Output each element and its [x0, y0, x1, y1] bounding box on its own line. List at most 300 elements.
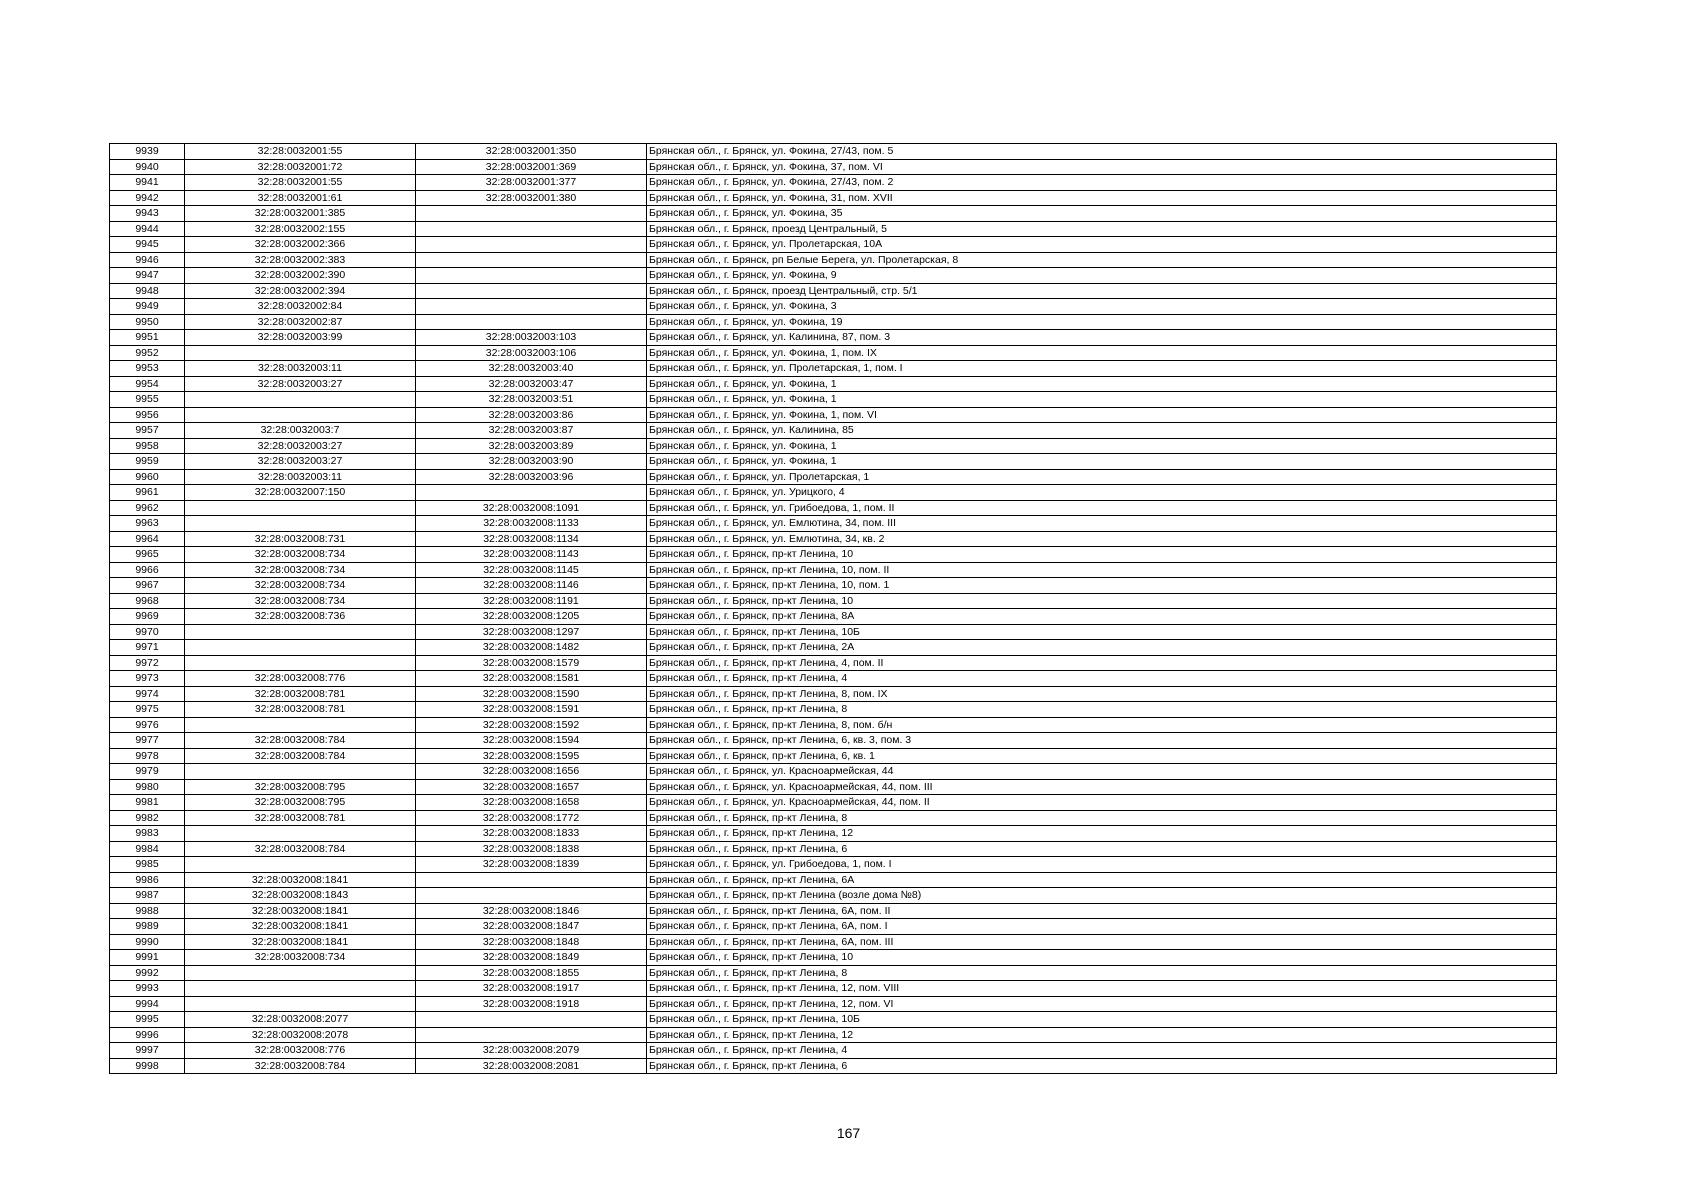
table-row: [110, 345, 1557, 361]
table-row: [110, 903, 1557, 919]
address-cell: Брянская обл., г. Брянск, пр-кт Ленина, 8: [647, 810, 1557, 826]
row-number-cell: 9953: [110, 361, 185, 377]
cadastral-number-cell: 32:28:0032002:84: [185, 299, 416, 315]
object-cadastral-number-cell: 32:28:0032008:1855: [416, 965, 647, 981]
table-row: [110, 392, 1557, 408]
address-cell: Брянская обл., г. Брянск, ул. Фокина, 35: [647, 206, 1557, 222]
object-cadastral-number-cell: 32:28:0032008:1847: [416, 919, 647, 935]
table-row: [110, 252, 1557, 268]
row-number-cell: 9996: [110, 1027, 185, 1043]
object-cadastral-number-cell: [416, 252, 647, 268]
address-cell: Брянская обл., г. Брянск, ул. Фокина, 1: [647, 392, 1557, 408]
row-number-cell: 9949: [110, 299, 185, 315]
address-cell: Брянская обл., г. Брянск, ул. Фокина, 3: [647, 299, 1557, 315]
cadastral-number-cell: 32:28:0032008:784: [185, 841, 416, 857]
table-row: [110, 562, 1557, 578]
cadastral-number-cell: 32:28:0032003:27: [185, 376, 416, 392]
object-cadastral-number-cell: 32:28:0032008:1657: [416, 779, 647, 795]
row-number-cell: 9945: [110, 237, 185, 253]
table-row: [110, 314, 1557, 330]
cadastral-number-cell: [185, 407, 416, 423]
object-cadastral-number-cell: 32:28:0032008:1594: [416, 733, 647, 749]
table-row: [110, 299, 1557, 315]
table-row: [110, 624, 1557, 640]
object-cadastral-number-cell: 32:28:0032008:2081: [416, 1058, 647, 1074]
address-cell: Брянская обл., г. Брянск, пр-кт Ленина, 6, кв. 1: [647, 748, 1557, 764]
object-cadastral-number-cell: 32:28:0032003:47: [416, 376, 647, 392]
cadastral-number-cell: [185, 624, 416, 640]
row-number-cell: 9982: [110, 810, 185, 826]
address-cell: Брянская обл., г. Брянск, пр-кт Ленина, 8: [647, 965, 1557, 981]
cadastral-number-cell: 32:28:0032008:734: [185, 547, 416, 563]
address-cell: Брянская обл., г. Брянск, ул. Фокина, 27/43, пом. 5: [647, 144, 1557, 160]
object-cadastral-number-cell: 32:28:0032008:1592: [416, 717, 647, 733]
object-cadastral-number-cell: 32:28:0032001:350: [416, 144, 647, 160]
table-row: [110, 795, 1557, 811]
address-cell: Брянская обл., г. Брянск, пр-кт Ленина, 10: [647, 547, 1557, 563]
cadastral-number-cell: 32:28:0032008:1843: [185, 888, 416, 904]
row-number-cell: 9959: [110, 454, 185, 470]
cadastral-number-cell: 32:28:0032002:155: [185, 221, 416, 237]
address-cell: Брянская обл., г. Брянск, ул. Фокина, 1: [647, 376, 1557, 392]
cadastral-number-cell: 32:28:0032008:781: [185, 810, 416, 826]
cadastral-number-cell: [185, 826, 416, 842]
cadastral-number-cell: 32:28:0032001:55: [185, 144, 416, 160]
object-cadastral-number-cell: 32:28:0032001:377: [416, 175, 647, 191]
cadastral-number-cell: [185, 640, 416, 656]
address-cell: Брянская обл., г. Брянск, пр-кт Ленина, 10Б: [647, 1012, 1557, 1028]
table-row: [110, 144, 1557, 160]
cadastral-number-cell: 32:28:0032008:776: [185, 1043, 416, 1059]
cadastral-number-cell: 32:28:0032008:2077: [185, 1012, 416, 1028]
table-row: [110, 857, 1557, 873]
object-cadastral-number-cell: [416, 237, 647, 253]
row-number-cell: 9975: [110, 702, 185, 718]
object-cadastral-number-cell: 32:28:0032008:1595: [416, 748, 647, 764]
cadastral-number-cell: [185, 965, 416, 981]
object-cadastral-number-cell: 32:28:0032003:86: [416, 407, 647, 423]
table-row: [110, 609, 1557, 625]
object-cadastral-number-cell: [416, 221, 647, 237]
row-number-cell: 9989: [110, 919, 185, 935]
address-cell: Брянская обл., г. Брянск, пр-кт Ленина, 10, пом. 1: [647, 578, 1557, 594]
row-number-cell: 9944: [110, 221, 185, 237]
row-number-cell: 9995: [110, 1012, 185, 1028]
address-cell: Брянская обл., г. Брянск, пр-кт Ленина, 10: [647, 950, 1557, 966]
address-cell: Брянская обл., г. Брянск, пр-кт Ленина, 12: [647, 826, 1557, 842]
row-number-cell: 9998: [110, 1058, 185, 1074]
row-number-cell: 9972: [110, 655, 185, 671]
table-row: [110, 702, 1557, 718]
table-row: [110, 454, 1557, 470]
table-row: [110, 934, 1557, 950]
object-cadastral-number-cell: 32:28:0032008:1134: [416, 531, 647, 547]
table-row: [110, 1027, 1557, 1043]
row-number-cell: 9986: [110, 872, 185, 888]
table-row: [110, 996, 1557, 1012]
registry-table-body: [110, 144, 1557, 1074]
table-row: [110, 872, 1557, 888]
row-number-cell: 9956: [110, 407, 185, 423]
cadastral-number-cell: [185, 516, 416, 532]
object-cadastral-number-cell: 32:28:0032003:96: [416, 469, 647, 485]
address-cell: Брянская обл., г. Брянск, пр-кт Ленина, 12, пом. VIII: [647, 981, 1557, 997]
address-cell: Брянская обл., г. Брянск, пр-кт Ленина, 10: [647, 593, 1557, 609]
object-cadastral-number-cell: 32:28:0032008:1658: [416, 795, 647, 811]
address-cell: Брянская обл., г. Брянск, ул. Емлютина, 34, пом. III: [647, 516, 1557, 532]
object-cadastral-number-cell: 32:28:0032008:1297: [416, 624, 647, 640]
object-cadastral-number-cell: 32:28:0032003:87: [416, 423, 647, 439]
address-cell: Брянская обл., г. Брянск, ул. Фокина, 31, пом. XVII: [647, 190, 1557, 206]
address-cell: Брянская обл., г. Брянск, ул. Грибоедова, 1, пом. I: [647, 857, 1557, 873]
table-row: [110, 640, 1557, 656]
address-cell: Брянская обл., г. Брянск, пр-кт Ленина, 6: [647, 841, 1557, 857]
table-row: [110, 268, 1557, 284]
row-number-cell: 9964: [110, 531, 185, 547]
cadastral-number-cell: 32:28:0032008:1841: [185, 919, 416, 935]
table-row: [110, 655, 1557, 671]
table-row: [110, 221, 1557, 237]
cadastral-number-cell: 32:28:0032008:784: [185, 1058, 416, 1074]
address-cell: Брянская обл., г. Брянск, рп Белые Берега, ул. Пролетарская, 8: [647, 252, 1557, 268]
cadastral-number-cell: 32:28:0032003:99: [185, 330, 416, 346]
row-number-cell: 9992: [110, 965, 185, 981]
address-cell: Брянская обл., г. Брянск, пр-кт Ленина, 12: [647, 1027, 1557, 1043]
table-row: [110, 578, 1557, 594]
row-number-cell: 9985: [110, 857, 185, 873]
cadastral-number-cell: 32:28:0032002:87: [185, 314, 416, 330]
object-cadastral-number-cell: 32:28:0032008:2079: [416, 1043, 647, 1059]
object-cadastral-number-cell: 32:28:0032003:106: [416, 345, 647, 361]
row-number-cell: 9970: [110, 624, 185, 640]
row-number-cell: 9991: [110, 950, 185, 966]
object-cadastral-number-cell: [416, 299, 647, 315]
row-number-cell: 9978: [110, 748, 185, 764]
row-number-cell: 9971: [110, 640, 185, 656]
address-cell: Брянская обл., г. Брянск, пр-кт Ленина, 8, пом. б/н: [647, 717, 1557, 733]
address-cell: Брянская обл., г. Брянск, пр-кт Ленина, 10Б: [647, 624, 1557, 640]
cadastral-number-cell: [185, 655, 416, 671]
table-row: [110, 841, 1557, 857]
object-cadastral-number-cell: 32:28:0032008:1590: [416, 686, 647, 702]
address-cell: Брянская обл., г. Брянск, пр-кт Ленина, 4, пом. II: [647, 655, 1557, 671]
cadastral-number-cell: 32:28:0032008:736: [185, 609, 416, 625]
address-cell: Брянская обл., г. Брянск, пр-кт Ленина, 6А, пом. III: [647, 934, 1557, 950]
object-cadastral-number-cell: 32:28:0032008:1145: [416, 562, 647, 578]
row-number-cell: 9988: [110, 903, 185, 919]
object-cadastral-number-cell: [416, 1027, 647, 1043]
row-number-cell: 9980: [110, 779, 185, 795]
object-cadastral-number-cell: 32:28:0032008:1581: [416, 671, 647, 687]
cadastral-number-cell: [185, 981, 416, 997]
row-number-cell: 9979: [110, 764, 185, 780]
row-number-cell: 9990: [110, 934, 185, 950]
object-cadastral-number-cell: 32:28:0032003:40: [416, 361, 647, 377]
cadastral-number-cell: 32:28:0032008:731: [185, 531, 416, 547]
row-number-cell: 9994: [110, 996, 185, 1012]
row-number-cell: 9960: [110, 469, 185, 485]
table-row: [110, 919, 1557, 935]
object-cadastral-number-cell: 32:28:0032008:1143: [416, 547, 647, 563]
cadastral-number-cell: 32:28:0032008:781: [185, 686, 416, 702]
object-cadastral-number-cell: 32:28:0032008:1839: [416, 857, 647, 873]
cadastral-number-cell: [185, 392, 416, 408]
table-row: [110, 748, 1557, 764]
object-cadastral-number-cell: 32:28:0032008:1091: [416, 500, 647, 516]
object-cadastral-number-cell: 32:28:0032008:1917: [416, 981, 647, 997]
cadastral-number-cell: 32:28:0032003:11: [185, 469, 416, 485]
address-cell: Брянская обл., г. Брянск, ул. Фокина, 1, пом. IX: [647, 345, 1557, 361]
address-cell: Брянская обл., г. Брянск, пр-кт Ленина, 6: [647, 1058, 1557, 1074]
object-cadastral-number-cell: 32:28:0032008:1146: [416, 578, 647, 594]
address-cell: Брянская обл., г. Брянск, ул. Фокина, 9: [647, 268, 1557, 284]
table-row: [110, 764, 1557, 780]
table-row: [110, 469, 1557, 485]
address-cell: Брянская обл., г. Брянск, ул. Красноармейская, 44: [647, 764, 1557, 780]
address-cell: Брянская обл., г. Брянск, ул. Емлютина, 34, кв. 2: [647, 531, 1557, 547]
table-row: [110, 175, 1557, 191]
cadastral-number-cell: 32:28:0032008:2078: [185, 1027, 416, 1043]
object-cadastral-number-cell: 32:28:0032008:1918: [416, 996, 647, 1012]
address-cell: Брянская обл., г. Брянск, пр-кт Ленина, 4: [647, 671, 1557, 687]
row-number-cell: 9963: [110, 516, 185, 532]
address-cell: Брянская обл., г. Брянск, пр-кт Ленина, 8, пом. IX: [647, 686, 1557, 702]
address-cell: Брянская обл., г. Брянск, ул. Фокина, 27/43, пом. 2: [647, 175, 1557, 191]
object-cadastral-number-cell: 32:28:0032008:1191: [416, 593, 647, 609]
cadastral-number-cell: 32:28:0032007:150: [185, 485, 416, 501]
address-cell: Брянская обл., г. Брянск, ул. Пролетарская, 10А: [647, 237, 1557, 253]
address-cell: Брянская обл., г. Брянск, пр-кт Ленина, 12, пом. VI: [647, 996, 1557, 1012]
address-cell: Брянская обл., г. Брянск, ул. Фокина, 19: [647, 314, 1557, 330]
cadastral-number-cell: [185, 717, 416, 733]
row-number-cell: 9943: [110, 206, 185, 222]
table-row: [110, 981, 1557, 997]
cadastral-number-cell: 32:28:0032008:795: [185, 795, 416, 811]
row-number-cell: 9942: [110, 190, 185, 206]
object-cadastral-number-cell: 32:28:0032003:103: [416, 330, 647, 346]
row-number-cell: 9940: [110, 159, 185, 175]
row-number-cell: 9997: [110, 1043, 185, 1059]
table-row: [110, 1012, 1557, 1028]
cadastral-number-cell: 32:28:0032001:61: [185, 190, 416, 206]
address-cell: Брянская обл., г. Брянск, ул. Фокина, 37, пом. VI: [647, 159, 1557, 175]
cadastral-number-cell: 32:28:0032002:366: [185, 237, 416, 253]
row-number-cell: 9974: [110, 686, 185, 702]
object-cadastral-number-cell: 32:28:0032008:1838: [416, 841, 647, 857]
address-cell: Брянская обл., г. Брянск, ул. Фокина, 1, пом. VI: [647, 407, 1557, 423]
table-row: [110, 485, 1557, 501]
row-number-cell: 9955: [110, 392, 185, 408]
cadastral-number-cell: [185, 857, 416, 873]
cadastral-number-cell: 32:28:0032003:7: [185, 423, 416, 439]
address-cell: Брянская обл., г. Брянск, пр-кт Ленина (возле дома №8): [647, 888, 1557, 904]
object-cadastral-number-cell: [416, 872, 647, 888]
table-row: [110, 888, 1557, 904]
table-row: [110, 671, 1557, 687]
address-cell: Брянская обл., г. Брянск, пр-кт Ленина, 10, пом. II: [647, 562, 1557, 578]
address-cell: Брянская обл., г. Брянск, пр-кт Ленина, 4: [647, 1043, 1557, 1059]
table-row: [110, 330, 1557, 346]
row-number-cell: 9969: [110, 609, 185, 625]
table-row: [110, 810, 1557, 826]
table-row: [110, 547, 1557, 563]
row-number-cell: 9967: [110, 578, 185, 594]
table-row: [110, 779, 1557, 795]
table-row: [110, 438, 1557, 454]
cadastral-number-cell: 32:28:0032003:11: [185, 361, 416, 377]
object-cadastral-number-cell: [416, 314, 647, 330]
cadastral-number-cell: [185, 764, 416, 780]
address-cell: Брянская обл., г. Брянск, пр-кт Ленина, 8А: [647, 609, 1557, 625]
object-cadastral-number-cell: 32:28:0032003:90: [416, 454, 647, 470]
row-number-cell: 9941: [110, 175, 185, 191]
table-row: [110, 190, 1557, 206]
cadastral-number-cell: 32:28:0032008:795: [185, 779, 416, 795]
table-row: [110, 826, 1557, 842]
table-row: [110, 283, 1557, 299]
row-number-cell: 9966: [110, 562, 185, 578]
cadastral-number-cell: 32:28:0032003:27: [185, 454, 416, 470]
object-cadastral-number-cell: [416, 283, 647, 299]
cadastral-number-cell: 32:28:0032002:394: [185, 283, 416, 299]
row-number-cell: 9976: [110, 717, 185, 733]
address-cell: Брянская обл., г. Брянск, ул. Пролетарская, 1: [647, 469, 1557, 485]
address-cell: Брянская обл., г. Брянск, ул. Калинина, 87, пом. 3: [647, 330, 1557, 346]
cadastral-number-cell: 32:28:0032008:781: [185, 702, 416, 718]
table-row: [110, 423, 1557, 439]
row-number-cell: 9987: [110, 888, 185, 904]
object-cadastral-number-cell: 32:28:0032008:1482: [416, 640, 647, 656]
table-row: [110, 717, 1557, 733]
cadastral-number-cell: 32:28:0032002:390: [185, 268, 416, 284]
address-cell: Брянская обл., г. Брянск, ул. Фокина, 1: [647, 438, 1557, 454]
object-cadastral-number-cell: 32:28:0032008:1133: [416, 516, 647, 532]
object-cadastral-number-cell: 32:28:0032008:1772: [416, 810, 647, 826]
cadastral-number-cell: 32:28:0032001:55: [185, 175, 416, 191]
row-number-cell: 9961: [110, 485, 185, 501]
address-cell: Брянская обл., г. Брянск, ул. Красноармейская, 44, пом. II: [647, 795, 1557, 811]
cadastral-number-cell: 32:28:0032008:1841: [185, 903, 416, 919]
row-number-cell: 9954: [110, 376, 185, 392]
cadastral-number-cell: 32:28:0032008:734: [185, 950, 416, 966]
address-cell: Брянская обл., г. Брянск, пр-кт Ленина, 2А: [647, 640, 1557, 656]
table-row: [110, 516, 1557, 532]
row-number-cell: 9993: [110, 981, 185, 997]
row-number-cell: 9952: [110, 345, 185, 361]
table-row: [110, 376, 1557, 392]
address-cell: Брянская обл., г. Брянск, пр-кт Ленина, 6, кв. 3, пом. 3: [647, 733, 1557, 749]
row-number-cell: 9981: [110, 795, 185, 811]
table-row: [110, 407, 1557, 423]
object-cadastral-number-cell: [416, 206, 647, 222]
cadastral-number-cell: [185, 345, 416, 361]
address-cell: Брянская обл., г. Брянск, ул. Фокина, 1: [647, 454, 1557, 470]
object-cadastral-number-cell: 32:28:0032008:1656: [416, 764, 647, 780]
address-cell: Брянская обл., г. Брянск, пр-кт Ленина, 6А, пом. I: [647, 919, 1557, 935]
table-row: [110, 531, 1557, 547]
table-row: [110, 733, 1557, 749]
object-cadastral-number-cell: [416, 888, 647, 904]
row-number-cell: 9957: [110, 423, 185, 439]
cadastral-number-cell: 32:28:0032008:784: [185, 748, 416, 764]
registry-table: [109, 143, 1557, 1074]
row-number-cell: 9984: [110, 841, 185, 857]
address-cell: Брянская обл., г. Брянск, ул. Красноармейская, 44, пом. III: [647, 779, 1557, 795]
object-cadastral-number-cell: 32:28:0032008:1591: [416, 702, 647, 718]
row-number-cell: 9948: [110, 283, 185, 299]
row-number-cell: 9950: [110, 314, 185, 330]
object-cadastral-number-cell: [416, 1012, 647, 1028]
cadastral-number-cell: 32:28:0032008:784: [185, 733, 416, 749]
table-row: [110, 237, 1557, 253]
row-number-cell: 9965: [110, 547, 185, 563]
object-cadastral-number-cell: [416, 485, 647, 501]
table-row: [110, 500, 1557, 516]
cadastral-number-cell: [185, 996, 416, 1012]
address-cell: Брянская обл., г. Брянск, проезд Центральный, стр. 5/1: [647, 283, 1557, 299]
row-number-cell: 9951: [110, 330, 185, 346]
row-number-cell: 9968: [110, 593, 185, 609]
table-row: [110, 159, 1557, 175]
object-cadastral-number-cell: [416, 268, 647, 284]
address-cell: Брянская обл., г. Брянск, пр-кт Ленина, 8: [647, 702, 1557, 718]
table-row: [110, 950, 1557, 966]
row-number-cell: 9983: [110, 826, 185, 842]
cadastral-number-cell: [185, 500, 416, 516]
table-row: [110, 361, 1557, 377]
row-number-cell: 9962: [110, 500, 185, 516]
cadastral-number-cell: 32:28:0032001:72: [185, 159, 416, 175]
row-number-cell: 9946: [110, 252, 185, 268]
table-row: [110, 593, 1557, 609]
row-number-cell: 9947: [110, 268, 185, 284]
cadastral-number-cell: 32:28:0032008:776: [185, 671, 416, 687]
address-cell: Брянская обл., г. Брянск, проезд Центральный, 5: [647, 221, 1557, 237]
cadastral-number-cell: 32:28:0032008:734: [185, 562, 416, 578]
address-cell: Брянская обл., г. Брянск, пр-кт Ленина, 6А, пом. II: [647, 903, 1557, 919]
object-cadastral-number-cell: 32:28:0032003:89: [416, 438, 647, 454]
object-cadastral-number-cell: 32:28:0032008:1833: [416, 826, 647, 842]
row-number-cell: 9977: [110, 733, 185, 749]
table-row: [110, 965, 1557, 981]
table-row: [110, 1043, 1557, 1059]
object-cadastral-number-cell: 32:28:0032003:51: [416, 392, 647, 408]
row-number-cell: 9973: [110, 671, 185, 687]
row-number-cell: 9939: [110, 144, 185, 160]
address-cell: Брянская обл., г. Брянск, ул. Пролетарская, 1, пом. I: [647, 361, 1557, 377]
address-cell: Брянская обл., г. Брянск, пр-кт Ленина, 6А: [647, 872, 1557, 888]
address-cell: Брянская обл., г. Брянск, ул. Калинина, 85: [647, 423, 1557, 439]
object-cadastral-number-cell: 32:28:0032001:380: [416, 190, 647, 206]
object-cadastral-number-cell: 32:28:0032008:1849: [416, 950, 647, 966]
cadastral-number-cell: 32:28:0032008:734: [185, 593, 416, 609]
cadastral-number-cell: 32:28:0032002:383: [185, 252, 416, 268]
object-cadastral-number-cell: 32:28:0032008:1579: [416, 655, 647, 671]
table-row: [110, 1058, 1557, 1074]
object-cadastral-number-cell: 32:28:0032008:1848: [416, 934, 647, 950]
object-cadastral-number-cell: 32:28:0032008:1846: [416, 903, 647, 919]
cadastral-number-cell: 32:28:0032008:734: [185, 578, 416, 594]
object-cadastral-number-cell: 32:28:0032008:1205: [416, 609, 647, 625]
cadastral-number-cell: 32:28:0032008:1841: [185, 934, 416, 950]
row-number-cell: 9958: [110, 438, 185, 454]
address-cell: Брянская обл., г. Брянск, ул. Урицкого, 4: [647, 485, 1557, 501]
table-row: [110, 686, 1557, 702]
object-cadastral-number-cell: 32:28:0032001:369: [416, 159, 647, 175]
cadastral-number-cell: 32:28:0032003:27: [185, 438, 416, 454]
cadastral-number-cell: 32:28:0032008:1841: [185, 872, 416, 888]
page-number: 167: [836, 1125, 861, 1141]
